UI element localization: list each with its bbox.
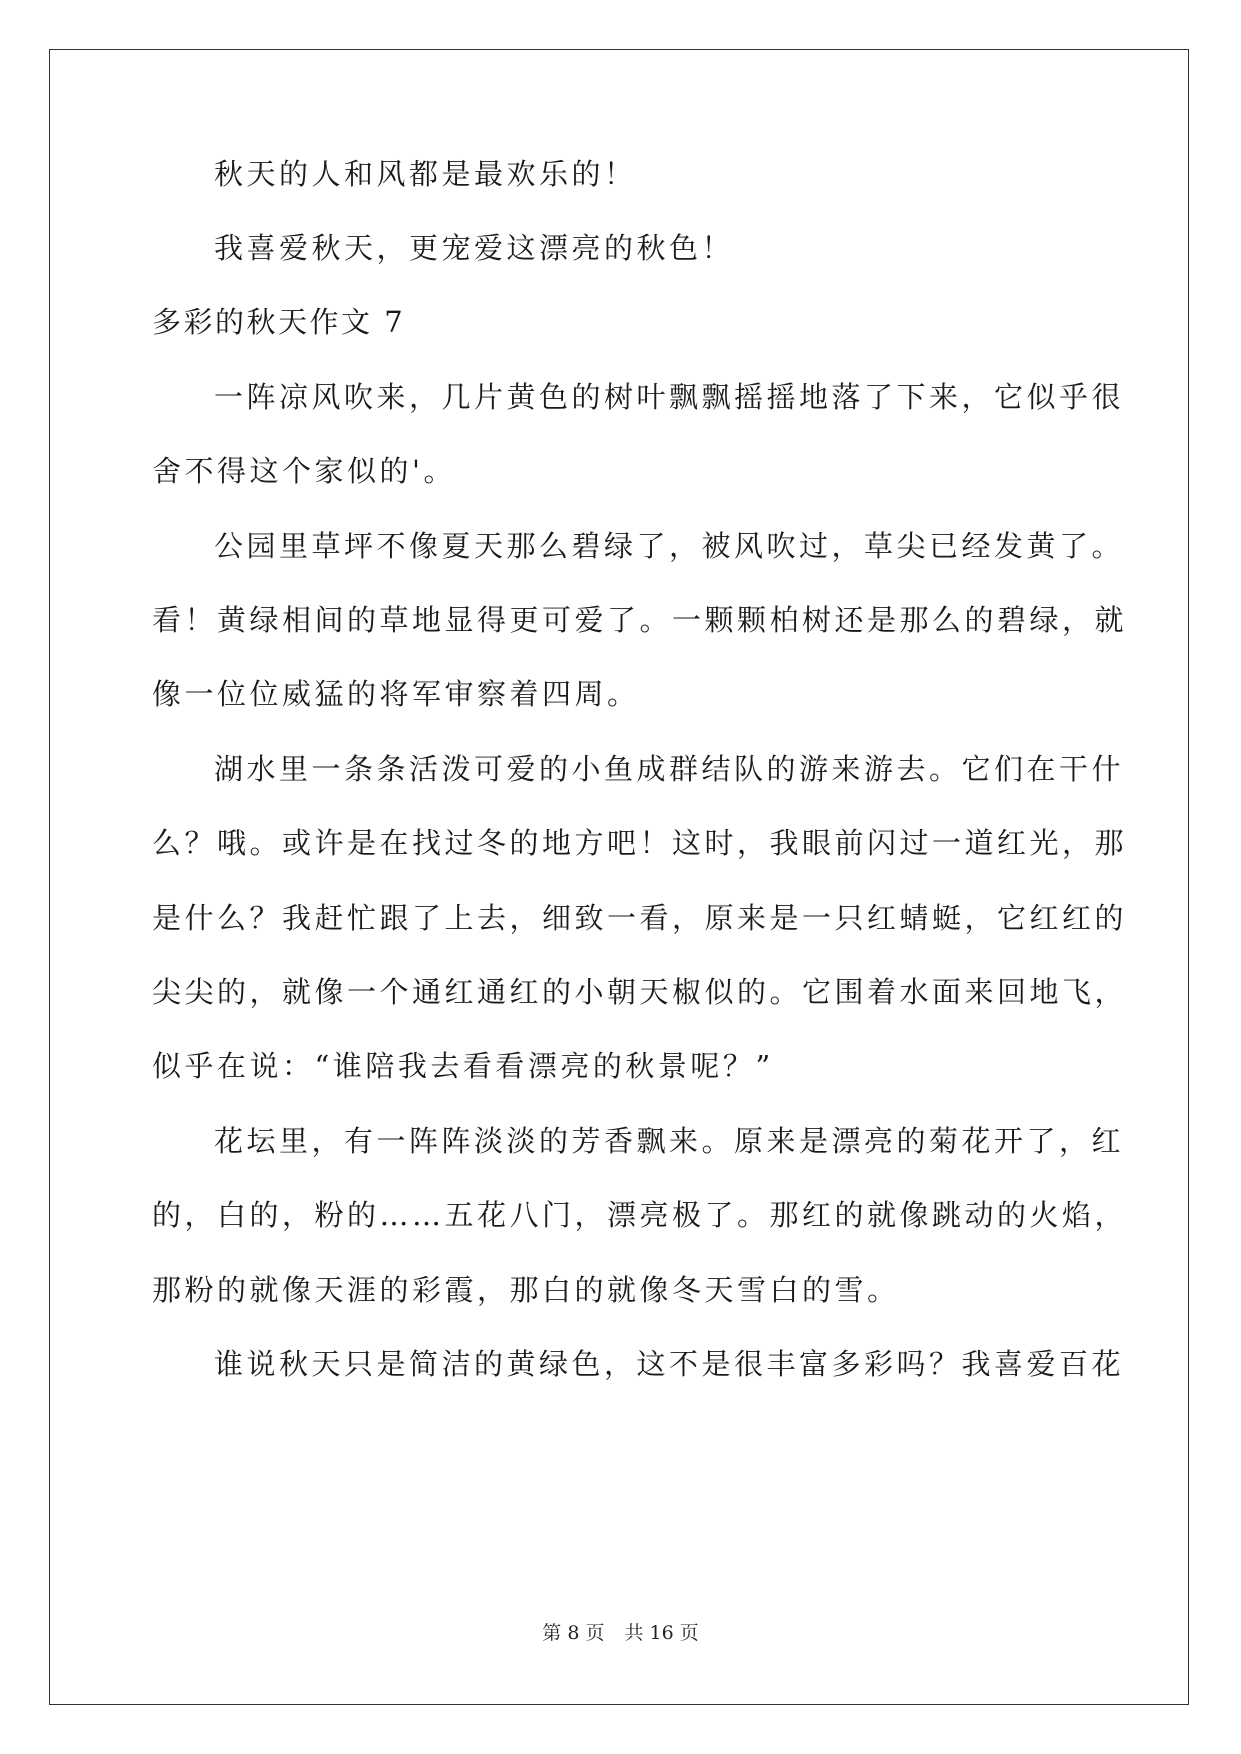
paragraph-line: 谁说秋天只是简洁的黄绿色，这不是很丰富多彩吗？我喜爱百花 [214,1347,1125,1381]
page-footer [0,1621,1241,1645]
paragraph-line: 花坛里，有一阵阵淡淡的芳香飘来。原来是漂亮的菊花开了，红 [214,1124,1125,1158]
paragraph-line: 是什么？我赶忙跟了上去，细致一看，原来是一只红蜻蜓，它红红的 [152,901,1128,935]
paragraph-line: 秋天的人和风都是最欢乐的！ [214,157,637,191]
page-number: 第 8 页 [542,1622,605,1644]
paragraph-line: 那粉的就像天涯的彩霞，那白的就像冬天雪白的雪。 [152,1273,900,1307]
paragraph-line: 似乎在说：“谁陪我去看看漂亮的秋景呢？” [152,1049,774,1083]
paragraph-line: 我喜爱秋天，更宠爱这漂亮的秋色！ [214,231,735,265]
paragraph-line: 公园里草坪不像夏天那么碧绿了，被风吹过，草尖已经发黄了。 [214,529,1125,563]
page-border [49,49,1189,1705]
page-total: 共 16 页 [624,1622,699,1644]
paragraph-line: 舍不得这个家似的'。 [152,454,456,488]
paragraph-line: 么？哦。或许是在找过冬的地方吧！这时，我眼前闪过一道红光，那 [152,826,1128,860]
paragraph-line: 湖水里一条条活泼可爱的小鱼成群结队的游来游去。它们在干什 [214,752,1125,786]
paragraph-line: 尖尖的，就像一个通红通红的小朝天椒似的。它围着水面来回地飞， [152,975,1128,1009]
paragraph-line: 的，白的，粉的……五花八门，漂亮极了。那红的就像跳动的火焰， [152,1198,1128,1232]
section-heading: 多彩的秋天作文 7 [152,305,406,339]
paragraph-line: 像一位位威猛的将军审察着四周。 [152,677,640,711]
paragraph-line: 看！黄绿相间的草地显得更可爱了。一颗颗柏树还是那么的碧绿，就 [152,603,1128,637]
paragraph-line: 一阵凉风吹来，几片黄色的树叶飘飘摇摇地落了下来，它似乎很 [214,380,1125,414]
